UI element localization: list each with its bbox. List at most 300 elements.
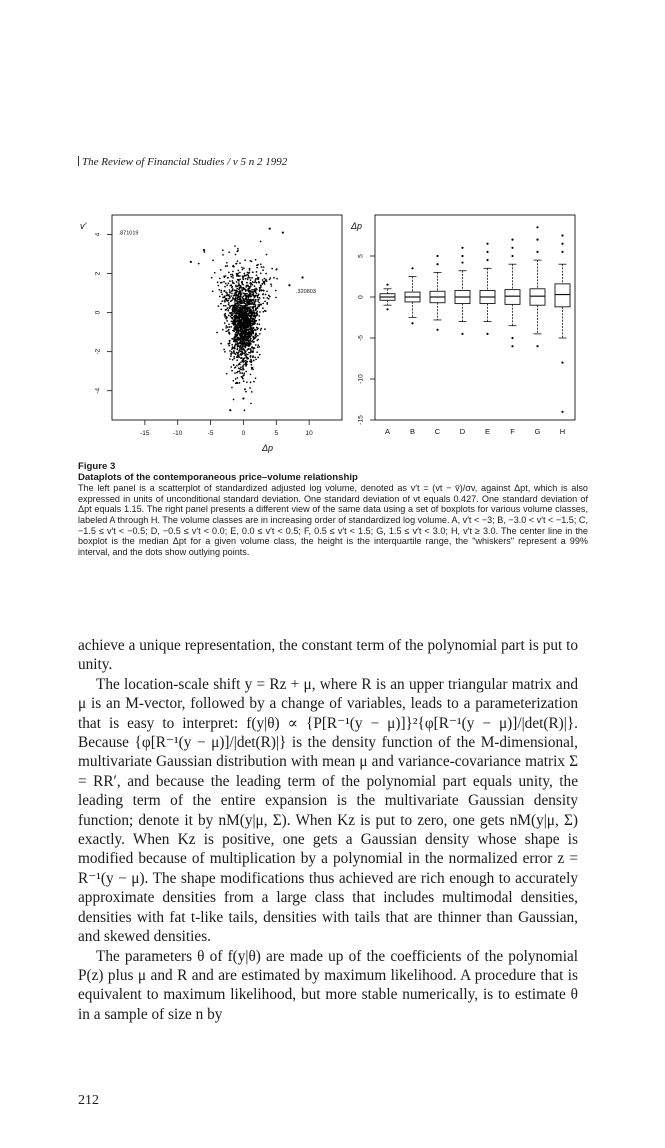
scatter-point [240,351,242,353]
scatter-point [218,305,220,307]
scatter-point [256,295,258,297]
scatter-point [248,329,250,331]
scatter-point [226,284,228,286]
scatter-point [239,372,241,374]
scatter-point [220,282,222,284]
scatter-point [243,336,245,338]
scatter-point [250,290,252,292]
scatter-point [258,315,260,317]
scatter-point [216,332,218,334]
scatter-point [245,351,247,353]
scatter-point [244,409,246,411]
scatter-point [256,274,258,276]
scatter-point [222,249,224,251]
scatter-point [260,285,262,287]
scatter-point [220,309,222,311]
scatter-point [248,276,250,278]
scatter-point [248,332,250,334]
boxplot-outlier [561,243,563,245]
scatter-point [255,329,257,331]
scatter-point [231,348,233,350]
boxplot-y-tick-label: -5 [357,335,365,341]
scatter-point [233,282,235,284]
scatter-point [238,339,240,341]
scatter-point [242,309,244,311]
scatter-point [256,315,258,317]
scatter-point [242,338,244,340]
scatter-point [260,263,262,265]
scatter-point [247,344,249,346]
scatter-point [259,290,261,292]
boxplot-outlier [536,345,538,347]
scatter-outlier-point [236,382,238,384]
scatter-point [237,274,239,276]
scatter-point [242,322,244,324]
scatter-point [255,259,257,261]
scatter-point [247,302,249,304]
paragraph-1: achieve a unique representation, the constant term of the polynomial part is put to unity. [78,637,578,674]
boxplot-box [530,289,545,305]
scatter-point [228,332,230,334]
scatter-point [236,291,238,293]
scatter-point [230,300,232,302]
scatter-point [244,301,246,303]
scatter-point [229,358,231,360]
boxplot-outlier [461,333,463,335]
scatter-point [244,273,246,275]
scatter-point [247,317,249,319]
scatter-point [221,293,223,295]
scatter-point [238,280,240,282]
scatter-outlier-point [301,276,303,278]
scatter-point [251,351,253,353]
scatter-point [242,308,244,310]
figure-caption-text: The left panel is a scatterplot of standardized adjusted log volume, denoted as v′t = (vt − v̄)/σv, against Δpt, which is also expressed in units of unconditional standard deviation. One standard deviation of vt equals 0.427. One standard deviation of Δpt equals 1.15. The right panel presents a different view of the same data using a set of boxplots for various volume classes, labeled A through H. The volume classes are in increasing order of standardized log volume. A, v′t < −3; B, −3.0 < v′t < −1.5; C, −1.5 ≤ v′t < −0.5; D, −0.5 ≤ v′t < 0.0; E, 0.0 ≤ v′t < 0.5; F, 0.5 ≤ v′t < 1.5; G, 1.5 ≤ v′t < 3.0; H, v′t ≥ 3.0. The center line in the boxplot is the median Δpt for a given volume class, the height is the interquartile range, the "whiskers" represent a 99% interval, and the dots show outlying points. [78,483,588,557]
scatter-point [248,299,250,301]
scatter-point [218,289,220,291]
scatter-point [235,336,237,338]
scatter-point [250,279,252,281]
scatter-point [262,279,264,281]
scatter-point [243,318,245,320]
scatter-point [250,338,252,340]
scatter-point [236,250,238,252]
scatter-point [245,339,247,341]
scatter-point [254,285,256,287]
scatter-point [244,357,246,359]
scatter-point [240,324,242,326]
boxplot-boxes [380,226,570,413]
scatter-point [234,372,236,374]
scatter-point [245,295,247,297]
scatter-point [225,305,227,307]
scatter-point [249,387,251,389]
scatter-point [228,272,230,274]
scatter-point [237,260,239,262]
scatter-point [253,300,255,302]
scatter-point [257,346,259,348]
boxplot-outlier [461,247,463,249]
scatter-point [246,361,248,363]
scatter-point [252,307,254,309]
scatter-point [253,359,255,361]
scatter-point [250,260,252,262]
scatter-point [224,299,226,301]
scatter-point [229,296,231,298]
scatter-point [246,308,248,310]
scatter-point [236,288,238,290]
scatter-point [222,254,224,256]
scatter-point [249,335,251,337]
scatter-point [258,302,260,304]
scatter-outlier-point [269,228,271,230]
scatter-point [250,348,252,350]
boxplot-outlier [511,247,513,249]
scatter-point [264,283,266,285]
scatter-point [225,330,227,332]
scatter-x-tick-label: -10 [173,430,183,437]
scatter-y-tick-label: -2 [94,348,102,355]
scatter-point [235,338,237,340]
scatter-point [238,330,240,332]
scatter-point [229,340,231,342]
scatter-point [243,349,245,351]
scatter-point [242,311,244,313]
scatter-y-tick-label: 4 [94,232,102,237]
scatter-point [245,353,247,355]
scatter-point [260,329,262,331]
boxplot-outlier [511,239,513,241]
scatter-point [236,293,238,295]
scatter-point [230,295,232,297]
scatter-x-label: Δp [262,443,274,453]
scatter-point [266,297,268,299]
scatter-point [242,365,244,367]
scatter-point [232,288,234,290]
scatter-point [237,272,239,274]
scatter-point [236,344,238,346]
scatter-point [252,318,254,320]
scatter-point [257,306,259,308]
scatter-point [224,351,226,353]
scatter-point [229,292,231,294]
scatter-point [268,298,270,300]
scatter-point [236,365,238,367]
scatter-point [229,350,231,352]
boxplot-outlier [511,255,513,257]
boxplot-y-tick-label: 0 [357,295,365,299]
scatter-point [228,302,230,304]
scatter-point [238,282,240,284]
scatter-points [190,228,304,412]
scatter-point [261,290,263,292]
scatter-point [236,331,238,333]
figure-title: Dataplots of the contemporaneous price–volume relationship [78,471,358,483]
scatter-point [255,299,257,301]
scatter-point [237,337,239,339]
scatter-point [256,339,258,341]
scatter-point [255,288,257,290]
scatter-point [253,338,255,340]
scatter-point [262,303,264,305]
scatter-point [245,346,247,348]
scatter-point [241,282,243,284]
scatter-point [254,301,256,303]
scatter-point [225,309,227,311]
scatter-point [269,279,271,281]
scatter-point [248,337,250,339]
scatter-point [219,278,221,280]
scatter-point [228,307,230,309]
scatter-point [254,334,256,336]
scatter-point [247,279,249,281]
header-rule [78,156,79,166]
scatter-point [276,278,278,280]
scatter-point [255,308,257,310]
scatter-point [258,304,260,306]
boxplot-outlier [561,234,563,236]
scatter-point [250,312,252,314]
scatter-point [249,352,251,354]
scatter-point [252,332,254,334]
scatter-point [241,319,243,321]
scatter-point [250,356,252,358]
scatter-annotation: .871019 [118,230,139,237]
scatter-point [212,260,214,262]
scatter-point [242,352,244,354]
scatter-point [211,277,213,279]
scatter-outlier-point [203,249,205,251]
scatter-point [223,305,225,307]
scatter-point [228,304,230,306]
scatter-point [239,262,241,264]
scatter-point [237,303,239,305]
scatter-point [234,308,236,310]
scatter-point [251,364,253,366]
boxplot-outlier [386,284,388,286]
scatter-point [254,303,256,305]
scatter-point [227,326,229,328]
scatter-point [235,378,237,380]
scatter-point [254,317,256,319]
scatter-point [228,283,230,285]
scatter-point [252,329,254,331]
scatter-point [233,329,235,331]
scatter-point [271,268,273,270]
scatter-point [240,354,242,356]
boxplot-y-tick-label: 5 [357,254,365,258]
scatter-point [240,305,242,307]
scatter-point [237,270,239,272]
scatter-point [249,300,251,302]
scatter-point [250,317,252,319]
scatter-point [234,313,236,315]
scatter-point [235,309,237,311]
scatter-point [250,359,252,361]
scatter-point [220,290,222,292]
boxplot-outlier [436,263,438,265]
scatter-x-tick-label: -5 [207,430,214,437]
scatter-point [240,332,242,334]
scatter-point [241,335,243,337]
scatter-point [241,323,243,325]
scatter-point [217,281,219,283]
scatter-point [227,300,229,302]
scatter-point [242,269,244,271]
scatter-point [246,312,248,314]
scatter-point [252,293,254,295]
scatter-point [232,317,234,319]
scatter-point [251,289,253,291]
scatter-point [251,313,253,315]
scatter-point [242,278,244,280]
scatter-y-label: v' [80,221,87,231]
boxplot-outlier [511,345,513,347]
scatter-point [250,324,252,326]
scatter-point [246,305,248,307]
scatter-point [245,278,247,280]
figure-caption [78,462,588,557]
scatter-point [244,306,246,308]
scatter-annotations [119,231,316,296]
scatter-point [228,314,230,316]
scatter-point [230,274,232,276]
scatter-point [226,292,228,294]
boxplot-outlier [436,255,438,257]
scatter-point [266,254,268,256]
scatter-point [245,356,247,358]
scatter-point [233,323,235,325]
scatter-point [250,309,252,311]
scatter-point [231,315,233,317]
scatter-point [256,310,258,312]
scatter-point [258,323,260,325]
scatter-point [252,284,254,286]
scatter-point [255,377,257,379]
scatter-point [264,278,266,280]
scatter-point [235,263,237,265]
scatter-point [239,279,241,281]
scatter-point [235,316,237,318]
scatter-point [238,314,240,316]
scatter-point [231,321,233,323]
scatter-point [248,272,250,274]
scatter-point [226,316,228,318]
boxplot-category-label: B [409,427,416,436]
scatter-point [257,357,259,359]
scatter-point [228,345,230,347]
scatter-point [249,268,251,270]
scatter-point [237,345,239,347]
scatter-point [237,306,239,308]
scatter-point [253,381,255,383]
scatter-point [232,359,234,361]
scatter-point [244,259,246,261]
scatter-point [237,285,239,287]
scatter-point [244,353,246,355]
boxplot-panel [350,215,575,436]
scatter-point [224,290,226,292]
scatter-point [230,355,232,357]
scatter-point [232,274,234,276]
scatter-point [231,370,233,372]
boxplot-outlier [561,251,563,253]
scatter-point [212,291,214,293]
scatter-point [246,313,248,315]
scatter-point [241,347,243,349]
scatter-point [224,314,226,316]
scatter-x-tick-label: 5 [274,430,279,437]
scatter-point [239,370,241,372]
scatter-point [247,284,249,286]
boxplot-category-label: D [459,427,466,436]
boxplot-outlier [411,267,413,269]
scatter-point [237,377,239,379]
boxplot-outlier [536,226,538,228]
scatter-point [231,287,233,289]
scatter-point [265,294,267,296]
scatter-point [245,323,247,325]
scatter-point [254,295,256,297]
scatter-point [242,283,244,285]
scatter-y-tick-label: 2 [94,271,102,276]
scatter-point [238,319,240,321]
figure-number: Figure 3 [78,461,116,472]
scatter-point [233,356,235,358]
scatter-point [240,361,242,363]
boxplot-outlier [561,411,563,413]
boxplot-category-label: C [434,427,441,436]
boxplot-outlier [536,239,538,241]
scatter-point [238,321,240,323]
scatter-point [243,326,245,328]
body-text [78,636,578,1024]
scatter-point [269,277,271,279]
scatter-point [229,289,231,291]
scatter-point [231,280,233,282]
boxplot-outlier [486,243,488,245]
scatter-point [232,313,234,315]
scatter-point [236,329,238,331]
scatter-point [255,320,257,322]
scatter-point [238,367,240,369]
scatter-point [227,294,229,296]
scatter-point [262,281,264,283]
scatter-point [234,300,236,302]
scatter-point [239,291,241,293]
scatter-point [250,403,252,405]
scatter-point [252,341,254,343]
scatter-point [260,272,262,274]
scatter-point [246,298,248,300]
scatter-point [251,299,253,301]
scatter-point [239,298,241,300]
scatter-point [244,309,246,311]
paragraph-3: The parameters θ of f(y|θ) are made up of the coefficients of the polynomial P(z) plus μ and R and are estimated by maximum likelihood. A procedure that is equivalent to maximum likelihood, but more stable numerically, is to estimate θ in a sample of size n by [78,947,578,1023]
scatter-point [252,312,254,314]
scatter-point [247,354,249,356]
scatter-point [238,342,240,344]
scatter-point [258,319,260,321]
scatter-point [242,360,244,362]
scatter-point [231,305,233,307]
scatter-point [248,321,250,323]
boxplot-outlier [561,362,563,364]
scatter-point [250,343,252,345]
scatter-point [275,269,277,271]
scatter-point [242,341,244,343]
scatter-point [234,352,236,354]
